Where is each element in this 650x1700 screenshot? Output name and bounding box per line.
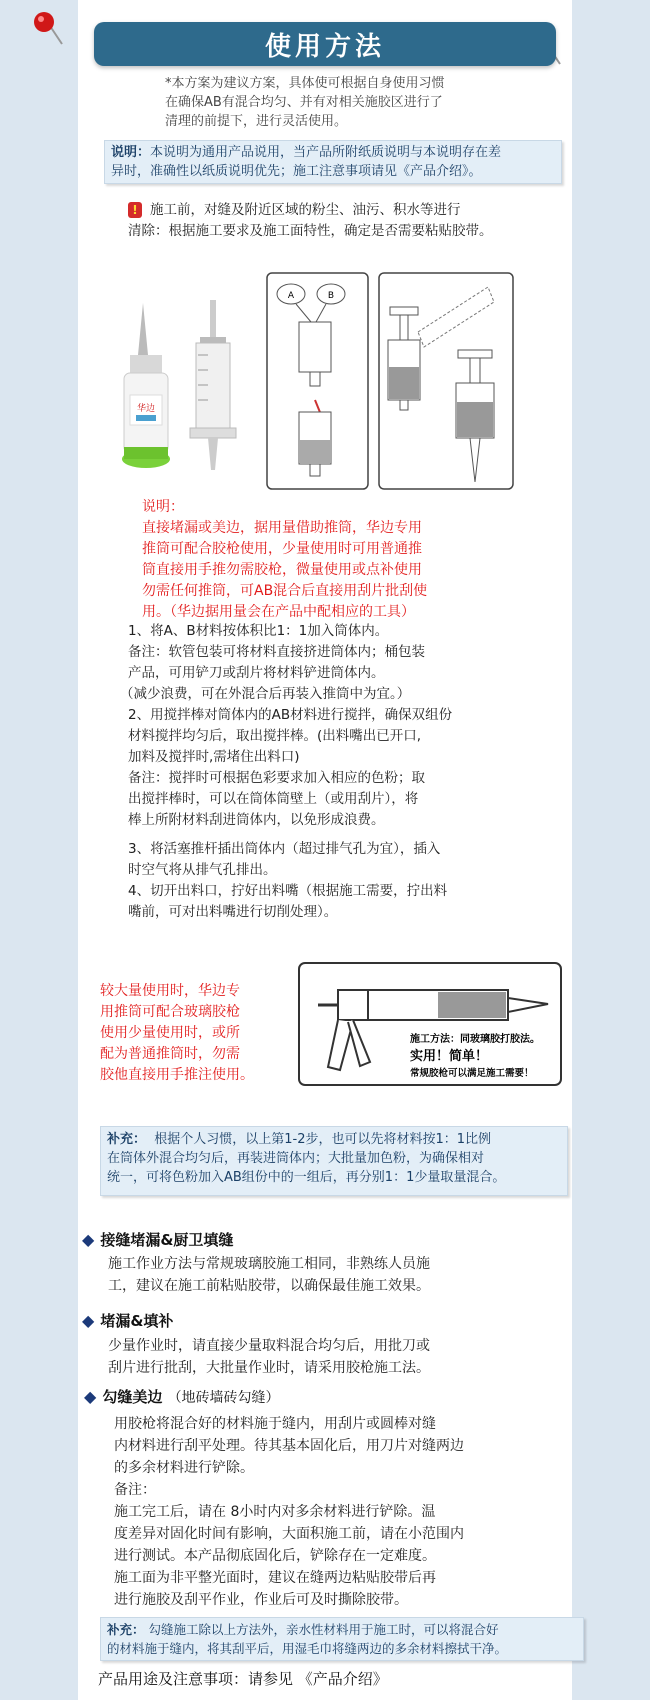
section-title: 堵漏&填补 [100,1312,174,1330]
note-label: 说明： [111,145,151,160]
red-note-dispenser [142,497,427,623]
section-paragraph [108,1253,430,1297]
note-box-supplement-2 [100,1617,584,1661]
step-line: 产品，可用铲刀或刮片将材料铲进筒体内。 [128,665,385,681]
note-label: 补充： [107,1622,145,1637]
red-note-line: 直接堵漏或美边，据用量借助推筒，华边专用 [142,520,422,536]
para-line: 施工完工后，请在 8小时内对多余材料进行铲除。温 [114,1504,436,1520]
red-note-gun [100,981,254,1086]
label-a: A [287,291,295,301]
intro-line: *本方案为建议方案，具体使可根据自身使用习惯 [165,76,445,91]
note-label: 补充： [107,1132,147,1147]
caulk-gun-image [298,962,562,1086]
section-title: 接缝堵漏&厨卫填缝 [100,1231,234,1249]
step-line: 2、用搅拌棒对筒体内的AB材料进行搅拌，确保双组份 [128,707,453,723]
red-note-line: 使用少量使用时，或所 [100,1025,240,1041]
diamond-bullet-icon: ◆ [82,1230,95,1249]
step-line: 备注：搅拌时可根据色彩要求加入相应的色粉；取 [128,770,425,786]
label-b: B [327,291,335,301]
diamond-bullet-icon: ◆ [84,1387,97,1406]
warning-line: 施工前，对缝及附近区域的粉尘、油污、积水等进行 [150,202,461,218]
para-line: 内材料进行刮平处理。待其基本固化后，用刀片对缝两边 [114,1438,464,1454]
section-title: 勾缝美边 [102,1388,163,1406]
step-line: 备注：软管包装可将材料直接挤进筒体内；桶包装 [128,644,425,660]
note-box-supplement [100,1126,568,1196]
red-note-line: 勿需任何推筒，可AB混合后直接用刮片批刮使 [142,583,428,599]
note-line: 统一，可将色粉加入AB组份中的一组后，再分别1：1少量取量混合。 [107,1170,506,1185]
section-paragraph [114,1413,464,1611]
note-line: 勾缝施工除以上方法外，亲水性材料用于施工时，可以将混合好 [148,1622,499,1637]
para-line: 施工面为非平整光面时，建议在缝两边粘贴胶带后再 [114,1570,436,1586]
diamond-bullet-icon: ◆ [82,1311,95,1330]
para-line: 刮片进行批刮，大批量作业时，请采用胶枪施工法。 [108,1360,430,1376]
step-line: 1、将A、B材料按体积比1：1加入筒体内。 [128,623,389,639]
page-title: 使用方法 [264,31,385,62]
step-line: 棒上所附材料刮进筒体内，以免形成浪费。 [128,812,385,828]
steps-list [120,621,568,923]
note-line: 异时，准确性以纸质说明优先；施工注意事项请见《产品介绍》。 [111,164,482,179]
step-line: 出搅拌棒时，可以在筒体筒壁上（或用刮片），将 [128,791,419,807]
footer-reference: 产品用途及注意事项：请参见 《产品介绍》 [98,1670,388,1688]
warning-icon: ! [128,202,142,218]
para-line: 度差异对固化时间有影响，大面积施工前，请在小范围内 [114,1526,464,1542]
gun-caption-line3: 常规胶枪可以满足施工需要！ [410,1068,534,1079]
note-line: 的材料施于缝内，将其刮平后，用湿毛巾将缝两边的多余材料擦拭干净。 [107,1641,508,1656]
gun-caption-line1: 施工方法：同玻璃胶打胶法。 [410,1034,540,1045]
para-line: 的多余材料进行铲除。 [114,1460,254,1476]
step-line [128,831,568,839]
para-line: 用胶枪将混合好的材料施于缝内，用刮片或圆棒对缝 [114,1416,436,1432]
step-line: 3、将活塞推杆插出筒体内（超过排气孔为宜），插入 [128,841,441,857]
step-line: 时空气将从排气孔排出。 [128,862,277,878]
section-paragraph [108,1335,430,1379]
red-note-line: 筒直接用手推勿需胶枪，微量使用或点补使用 [142,562,422,578]
red-note-line: 胶他直接用手推注使用。 [100,1067,254,1083]
product-label: 华边 [136,404,156,414]
note-line: 在筒体外混合均匀后，再装进筒体内；大批量加色粉，为确保相对 [107,1151,485,1166]
left-margin [0,0,78,1700]
red-note-line: 较大量使用时，华边专 [100,983,240,999]
step-line: 加料及搅拌时,需堵住出料口) [128,749,300,765]
step-line: 嘴前，可对出料嘴进行切削处理）。 [128,904,338,920]
section-heading [82,1229,233,1250]
intro-line: 在确保AB有混合均匀、并有对相关施胶区进行了 [165,95,443,110]
note-box-general [104,140,562,184]
mixing-diagram [266,272,369,490]
para-line: 施工作业方法与常规玻璃胶施工相同，非熟练人员施 [108,1256,430,1272]
red-note-line: 配为普通推筒时，勿需 [100,1046,240,1062]
warning-block [128,200,578,242]
red-note-line: 推筒可配合胶枪使用，少量使用时可用普通推 [142,541,422,557]
intro-text [165,74,525,131]
step-line: 材料搅拌均匀后，取出搅拌棒。(出料嘴出已开口, [128,728,422,744]
title-banner [94,22,556,66]
intro-line: 清理的前提下，进行灵活使用。 [165,114,348,129]
right-margin [572,0,650,1700]
section-heading [82,1310,173,1331]
section-heading [84,1386,280,1407]
product-photo [118,295,258,475]
note-line: 本说明为通用产品说用，当产品所附纸质说明与本说明存在差 [150,145,502,160]
plunger-diagram [378,272,514,490]
para-line: 工，建议在施工前粘贴胶带，以确保最佳施工效果。 [108,1278,430,1294]
red-note-line: 用。（华边据用量会在产品中配相应的工具） [142,604,415,620]
para-line: 少量作业时，请直接少量取料混合均匀后，用批刀或 [108,1338,430,1354]
para-line: 进行测试。本产品彻底固化后，铲除存在一定难度。 [114,1548,436,1564]
warning-line: 清除：根据施工要求及施工面特性，确定是否需要粘贴胶带。 [128,223,493,239]
step-line: （减少浪费，可在外混合后再装入推筒中为宜。） [120,686,411,702]
pushpin-icon [28,8,68,48]
red-note-line: 说明： [142,499,184,515]
para-line: 进行施胶及刮平作业，作业后可及时撕除胶带。 [114,1592,408,1608]
red-note-line: 用推筒可配合玻璃胶枪 [100,1004,240,1020]
gun-caption-line2: 实用！简单！ [410,1049,489,1064]
para-line: 备注： [114,1482,156,1498]
step-line: 4、切开出料口，拧好出料嘴（根据施工需要，拧出料 [128,883,448,899]
section-subtitle: （地砖墙砖勾缝） [167,1390,280,1406]
note-line: 根据个人习惯，以上第1-2步，也可以先将材料按1：1比例 [154,1132,492,1147]
